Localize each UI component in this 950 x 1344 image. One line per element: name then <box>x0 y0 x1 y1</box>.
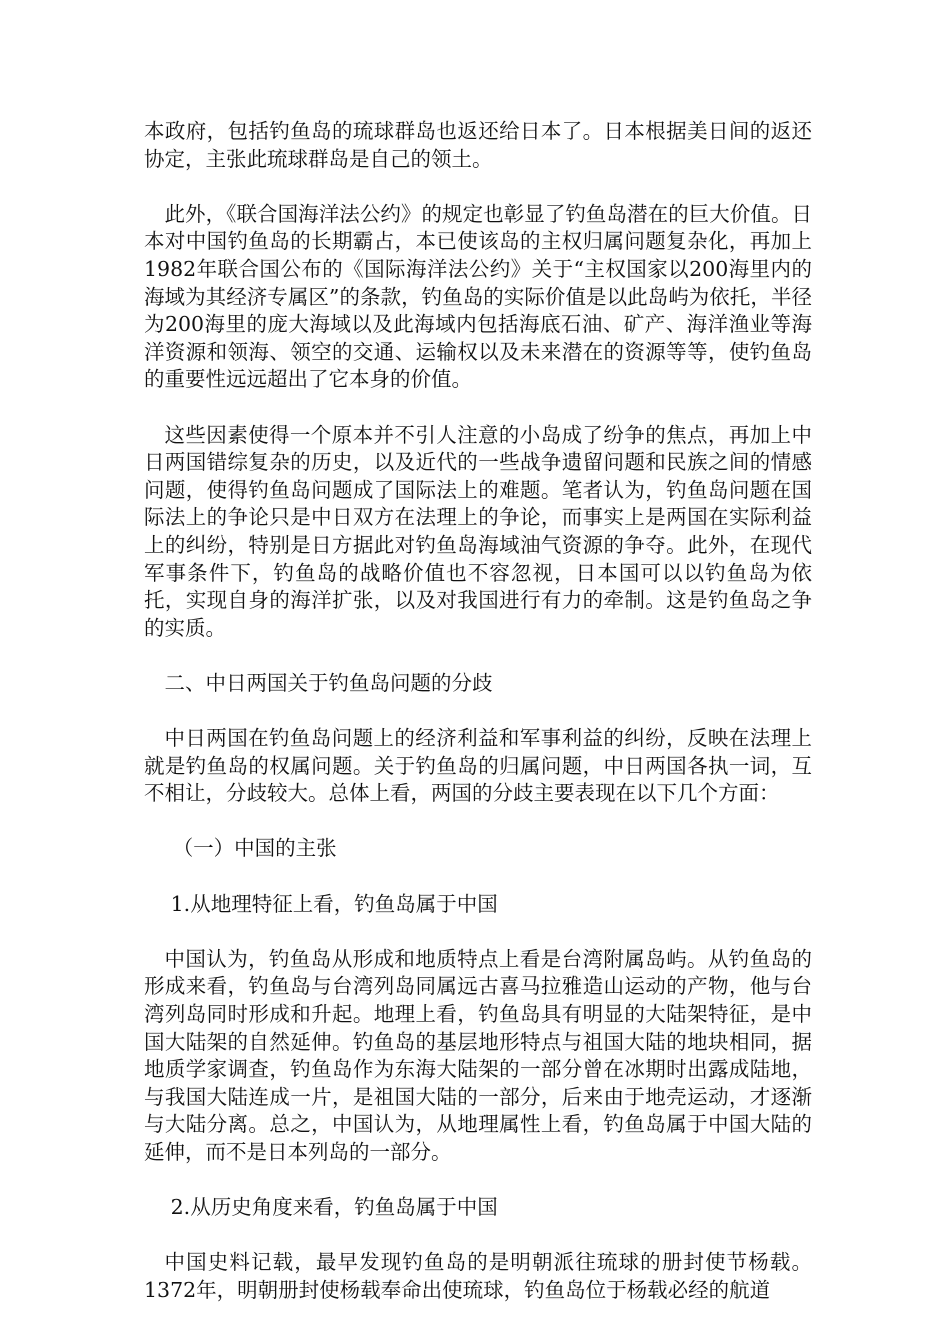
section-heading-divergence: 二、中日两国关于钓鱼岛问题的分歧 <box>164 670 493 695</box>
paragraph-geography: 中国认为，钓鱼岛从形成和地质特点上看是台湾附属岛屿。从钓鱼岛的形成来看，钓鱼岛与台湾列岛同属远古喜马拉雅造山运动的产物，他与台湾列岛同时形成和升起。地理上看，钓鱼岛具有明显的大陆架特征，是中国大陆架的自然延伸。钓鱼岛的基层地形特点与祖国大陆的地块相同，据地质学家调查，钓鱼岛作为东海大陆架的一部分曾在冰期时出露成陆地，与我国大陆连成一片，是祖国大陆的一部分，后来由于地壳运动，才逐渐与大陆分离。总之，中国认为，从地理属性上看，钓鱼岛属于中国大陆的延伸，而不是日本列岛的一部分。 <box>144 946 812 1164</box>
document-body <box>144 118 812 1305</box>
paragraph-unclos-value: 此外，《联合国海洋法公约》的规定也彰显了钓鱼岛潜在的巨大价值。日本对中国钓鱼岛的长期霸占，本已使该岛的主权归属问题复杂化，再加上1982年联合国公布的《国际海洋法公约》关于“主权国家以200海里内的海域为其经济专属区”的条款，钓鱼岛的实际价值是以此岛屿为依托，半径为200海里的庞大海域以及此海域内包括海底石油、矿产、海洋渔业等海洋资源和领海、领空的交通、运输权以及未来潜在的资源等等，使钓鱼岛的重要性远远超出了它本身的价值。 <box>144 201 812 392</box>
subsection-heading-china-position: （一）中国的主张 <box>172 836 337 861</box>
item-heading-history: 2.从历史角度来看，钓鱼岛属于中国 <box>170 1195 498 1220</box>
item-heading-geography: 1.从地理特征上看，钓鱼岛属于中国 <box>170 891 498 916</box>
paragraph-ryukyu-return: 本政府，包括钓鱼岛的琉球群岛也返还给日本了。日本根据美日间的返还协定，主张此琉球群岛是自己的领土。 <box>144 119 812 171</box>
paragraph-dispute-essence: 这些因素使得一个原本并不引人注意的小岛成了纷争的焦点，再加上中日两国错综复杂的历史，以及近代的一些战争遗留问题和民族之间的情感问题，使得钓鱼岛问题成了国际法上的难题。笔者认为，钓鱼岛问题在国际法上的争论只是中日双方在法理上的争论，而事实上是两国在实际利益上的纠纷，特别是日方据此对钓鱼岛海域油气资源的争夺。此外，在现代军事条件下，钓鱼岛的战略价值也不容忽视，日本国可以以钓鱼岛为依托，实现自身的海洋扩张，以及对我国进行有力的牵制。这是钓鱼岛之争的实质。 <box>144 422 812 640</box>
paragraph-divergence-intro: 中日两国在钓鱼岛问题上的经济利益和军事利益的纠纷，反映在法理上就是钓鱼岛的权属问题。关于钓鱼岛的归属问题，中日两国各执一词，互不相让，分歧较大。总体上看，两国的分歧主要表现在以下几个方面： <box>144 726 812 806</box>
paragraph-history: 中国史料记载，最早发现钓鱼岛的是明朝派往琉球的册封使节杨载。1372年，明朝册封使杨载奉命出使琉球，钓鱼岛位于杨载必经的航道 <box>144 1250 812 1302</box>
